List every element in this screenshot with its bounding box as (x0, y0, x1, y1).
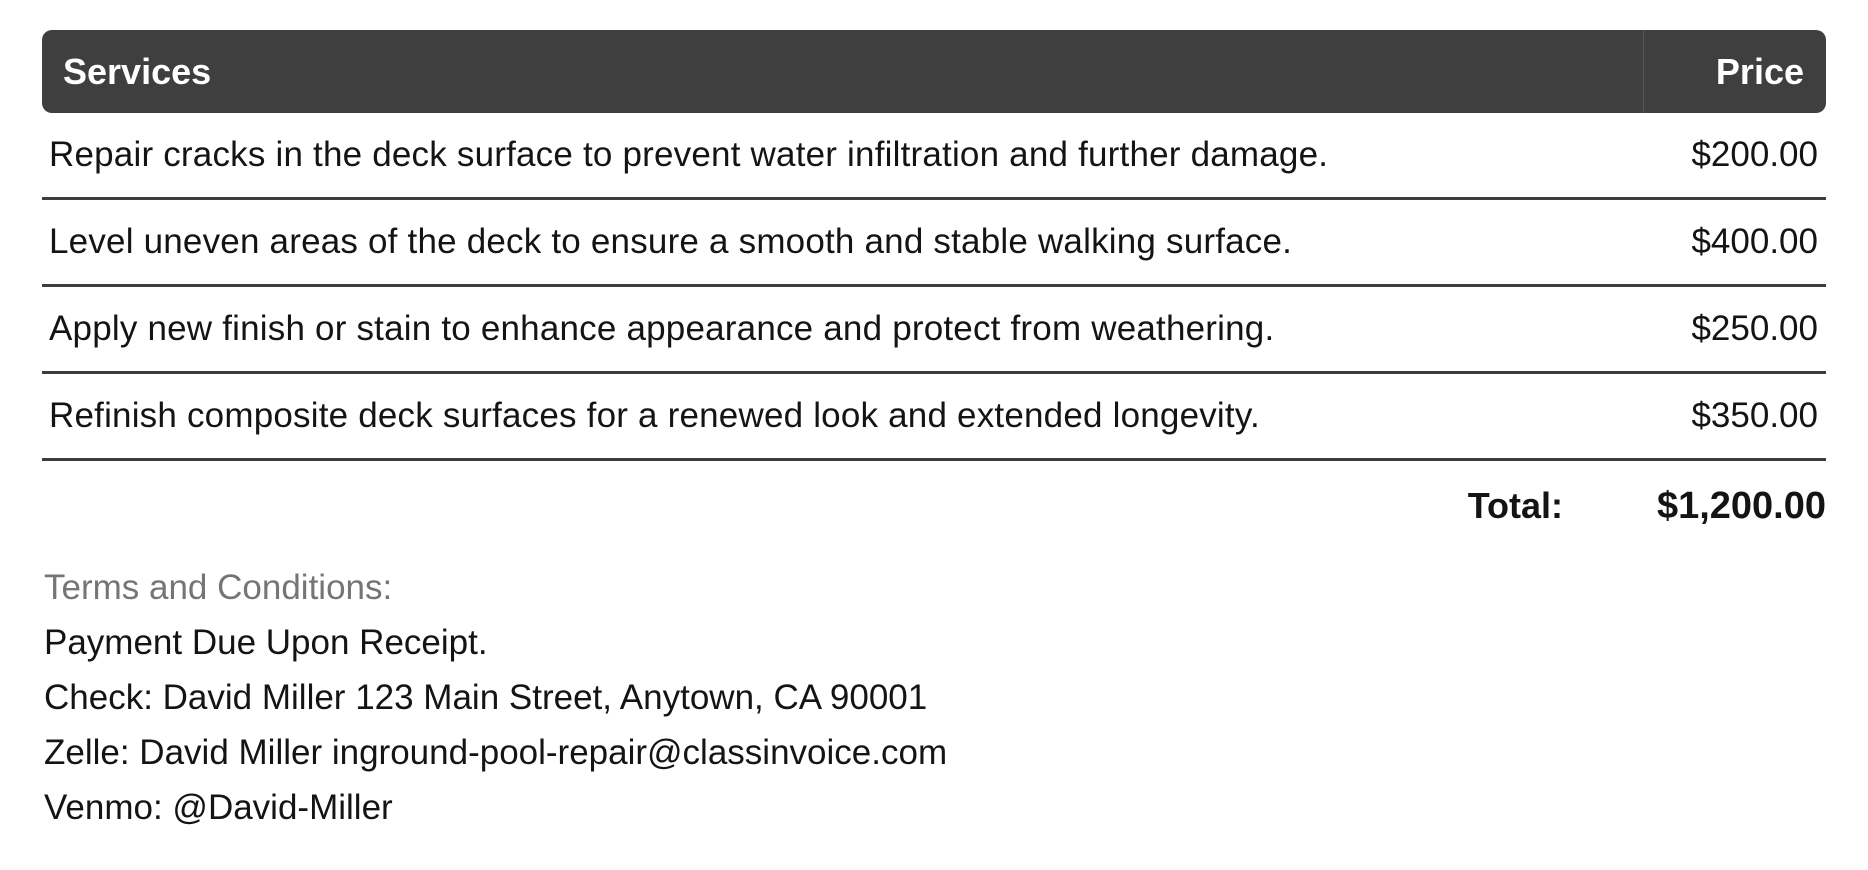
service-price: $250.00 (1691, 309, 1818, 348)
total-value: $1,200.00 (1656, 485, 1826, 527)
service-price: $200.00 (1691, 135, 1818, 174)
terms-line-venmo: Venmo: @David-Miller (44, 788, 393, 827)
service-description: Repair cracks in the deck surface to prevent water infiltration and further damage. (49, 135, 1329, 174)
terms-line-zelle: Zelle: David Miller inground-pool-repair@classinvoice.com (44, 733, 948, 772)
service-description: Level uneven areas of the deck to ensure a smooth and stable walking surface. (49, 222, 1293, 261)
service-description: Apply new finish or stain to enhance appearance and protect from weathering. (49, 309, 1275, 348)
terms-line-check: Check: David Miller 123 Main Street, Anytown, CA 90001 (44, 678, 928, 717)
service-price: $400.00 (1691, 222, 1818, 261)
terms-section (42, 560, 1826, 835)
services-table (42, 30, 1826, 528)
service-price: $350.00 (1691, 396, 1818, 435)
price-column-header: Price (1643, 30, 1826, 113)
table-row (42, 113, 1826, 200)
table-row (42, 200, 1826, 287)
total-label: Total: (1467, 485, 1563, 526)
table-header-row (42, 30, 1826, 113)
service-description: Refinish composite deck surfaces for a renewed look and extended longevity. (49, 396, 1260, 435)
total-row (42, 461, 1826, 528)
terms-line-payment: Payment Due Upon Receipt. (44, 623, 488, 662)
services-column-header: Services (63, 50, 212, 92)
table-row (42, 374, 1826, 461)
table-row (42, 287, 1826, 374)
terms-heading: Terms and Conditions: (44, 568, 393, 607)
